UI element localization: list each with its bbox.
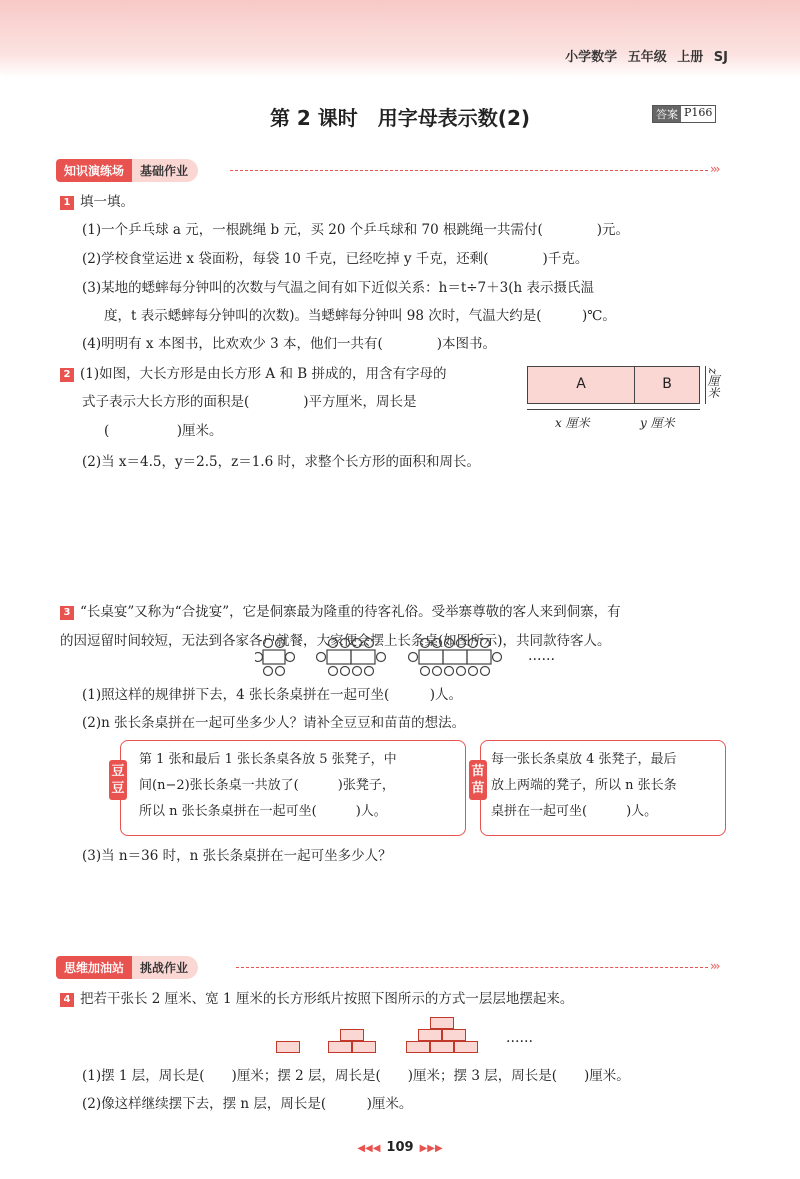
rect-b: B xyxy=(634,366,700,404)
section-divider xyxy=(230,170,708,171)
seat xyxy=(421,667,430,676)
brick xyxy=(418,1029,442,1041)
seat xyxy=(329,667,338,676)
seat xyxy=(286,653,295,662)
seat xyxy=(445,639,454,648)
answer-page: P166 xyxy=(684,106,713,119)
page-number: 109 xyxy=(386,1140,414,1155)
doudou-line-3: 所以 n 张长条桌拼在一起可坐( )人。 xyxy=(139,804,387,819)
q4-number: 4 xyxy=(60,993,74,1007)
miaomiao-tag: 苗苗 xyxy=(469,760,487,800)
grade: 五年级 xyxy=(627,50,667,65)
seat xyxy=(377,653,386,662)
q2-part-2: (2)当 x＝4.5，y＝2.5，z＝1.6 时，求整个长方形的面积和周长。 xyxy=(82,454,480,470)
miaomiao-line-1: 每一张长条桌放 4 张凳子，最后 xyxy=(491,752,677,767)
table-figure xyxy=(255,632,525,682)
seat xyxy=(445,667,454,676)
miaomiao-line-3: 桌拼在一起可坐( )人。 xyxy=(491,804,658,819)
miaomiao-bubble xyxy=(480,740,726,836)
q3-intro-1 xyxy=(60,602,621,622)
rect-a: A xyxy=(527,366,635,404)
section-basic-name: 知识演练场 xyxy=(56,159,132,182)
section-basic-sub: 基础作业 xyxy=(132,159,198,182)
seat xyxy=(365,667,374,676)
q3-part-3: (3)当 n＝36 时，n 张长条桌拼在一起可坐多少人？ xyxy=(82,848,392,864)
seat xyxy=(457,667,466,676)
doudou-bubble xyxy=(120,740,466,836)
table-2a xyxy=(327,650,351,664)
q4-part-1: (1)摆 1 层，周长是( )厘米；摆 2 层，周长是( )厘米；摆 3 层，周长是( )厘米。 xyxy=(82,1068,630,1084)
q2-line-1 xyxy=(60,364,446,384)
seat xyxy=(264,667,273,676)
section-divider xyxy=(236,967,708,968)
seat xyxy=(469,639,478,648)
q2-line-2: 式子表示大长方形的面积是( )平方厘米，周长是 xyxy=(82,394,417,410)
table-3a xyxy=(419,650,443,664)
q1-head-text: 填一填。 xyxy=(80,194,134,210)
book-info xyxy=(565,46,728,65)
q1-number: 1 xyxy=(60,196,74,210)
prev-arrows-icon: ◀◀◀ xyxy=(357,1143,381,1154)
seat xyxy=(276,667,285,676)
table-3c xyxy=(467,650,491,664)
edition: SJ xyxy=(713,50,728,65)
seat xyxy=(481,639,490,648)
q3-intro-2: 的因逗留时间较短，无法到各家各户就餐，大家便会摆上长条桌(如图所示)，共同款待客人。 xyxy=(60,633,611,649)
page-title: 第 2 课时 用字母表示数(2) xyxy=(269,106,531,130)
next-arrows-icon: ▶▶▶ xyxy=(419,1143,443,1154)
seat xyxy=(365,639,374,648)
label-z: z厘米 xyxy=(706,368,720,399)
subject: 小学数学 xyxy=(565,50,618,65)
doudou-tag: 豆豆 xyxy=(109,760,127,800)
brick xyxy=(442,1029,466,1041)
seat xyxy=(353,639,362,648)
doudou-line-2: 间(n−2)张长条桌一共放了( )张凳子， xyxy=(139,778,395,793)
page-footer xyxy=(0,1140,800,1155)
seat xyxy=(353,667,362,676)
section-basic-header xyxy=(56,158,198,182)
seat xyxy=(457,639,466,648)
brick xyxy=(276,1041,300,1053)
q3-part-2: (2)n 张长条桌拼在一起可坐多少人？请补全豆豆和苗苗的想法。 xyxy=(82,715,466,731)
brick xyxy=(340,1029,364,1041)
table-1 xyxy=(263,650,285,664)
seat xyxy=(341,667,350,676)
volume: 上册 xyxy=(677,50,704,65)
q1-item-1: (1)一个乒乓球 a 元，一根跳绳 b 元，买 20 个乒乓球和 70 根跳绳一共需付( )元。 xyxy=(82,222,630,238)
section-challenge-name: 思维加油站 xyxy=(56,956,132,979)
brick xyxy=(430,1041,454,1053)
q2-line-3: ( )厘米。 xyxy=(104,423,223,439)
brick xyxy=(430,1017,454,1029)
seat xyxy=(255,653,263,662)
q1-item-3: (3)某地的蟋蟀每分钟叫的次数与气温之间有如下近似关系：h＝t÷7＋3(h 表示摄氏温 xyxy=(82,280,594,296)
q1-item-2: (2)学校食堂运进 x 袋面粉，每袋 10 千克，已经吃掉 y 千克，还剩( )千克。 xyxy=(82,251,589,267)
q2-number: 2 xyxy=(60,368,74,382)
q3-intro-1-text: “长桌宴”又称为“合拢宴”，它是侗寨最为隆重的待客礼俗。受举寨尊敬的客人来到侗寨，有 xyxy=(80,604,621,620)
q2-line-1-text: (1)如图，大长方形是由长方形 A 和 B 拼成的，用含有字母的 xyxy=(80,366,447,382)
q1-item-4: (4)明明有 x 本图书，比欢欢少 3 本，他们一共有( )本图书。 xyxy=(82,336,497,352)
label-x: x 厘米 xyxy=(555,416,590,430)
q3-number: 3 xyxy=(60,606,74,620)
q1-head xyxy=(60,192,134,212)
section-challenge-header xyxy=(56,955,198,979)
dim-line-x xyxy=(527,409,635,410)
arrows-icon: ››› xyxy=(710,959,719,973)
doudou-line-1: 第 1 张和最后 1 张长条桌各放 5 张凳子，中 xyxy=(139,752,397,767)
seat xyxy=(433,667,442,676)
section-challenge-sub: 挑战作业 xyxy=(132,956,198,979)
table-3b xyxy=(443,650,467,664)
brick xyxy=(328,1041,352,1053)
seat xyxy=(469,667,478,676)
seat xyxy=(409,653,418,662)
brick xyxy=(352,1041,376,1053)
seat xyxy=(433,639,442,648)
table-2b xyxy=(351,650,375,664)
q4-part-2: (2)像这样继续摆下去，摆 n 层，周长是( )厘米。 xyxy=(82,1096,413,1112)
seat xyxy=(421,639,430,648)
answer-reference xyxy=(652,105,716,123)
seat xyxy=(341,639,350,648)
miaomiao-line-2: 放上两端的凳子，所以 n 张长条 xyxy=(491,778,677,793)
q4-ellipsis: …… xyxy=(506,1030,533,1046)
q1-item-3-cont: 度，t 表示蟋蟀每分钟叫的次数)。当蟋蟀每分钟叫 98 次时，气温大约是( )℃。 xyxy=(104,308,616,324)
q3-ellipsis: …… xyxy=(528,648,555,664)
q3-part-1: (1)照这样的规律拼下去，4 张长条桌拼在一起可坐( )人。 xyxy=(82,687,463,703)
seat xyxy=(481,667,490,676)
seat xyxy=(317,653,326,662)
brick xyxy=(454,1041,478,1053)
answer-label: 答案 xyxy=(653,106,681,122)
brick xyxy=(406,1041,430,1053)
q4-head-text: 把若干张长 2 厘米、宽 1 厘米的长方形纸片按照下图所示的方式一层层地摆起来。 xyxy=(80,991,574,1007)
seat xyxy=(329,639,338,648)
dim-line-y xyxy=(635,409,700,410)
label-y: y 厘米 xyxy=(640,416,675,430)
arrows-icon: ››› xyxy=(710,162,719,176)
q4-head xyxy=(60,989,573,1009)
header-band xyxy=(0,0,800,78)
seat xyxy=(276,639,285,648)
seat xyxy=(264,639,273,648)
seat xyxy=(493,653,502,662)
